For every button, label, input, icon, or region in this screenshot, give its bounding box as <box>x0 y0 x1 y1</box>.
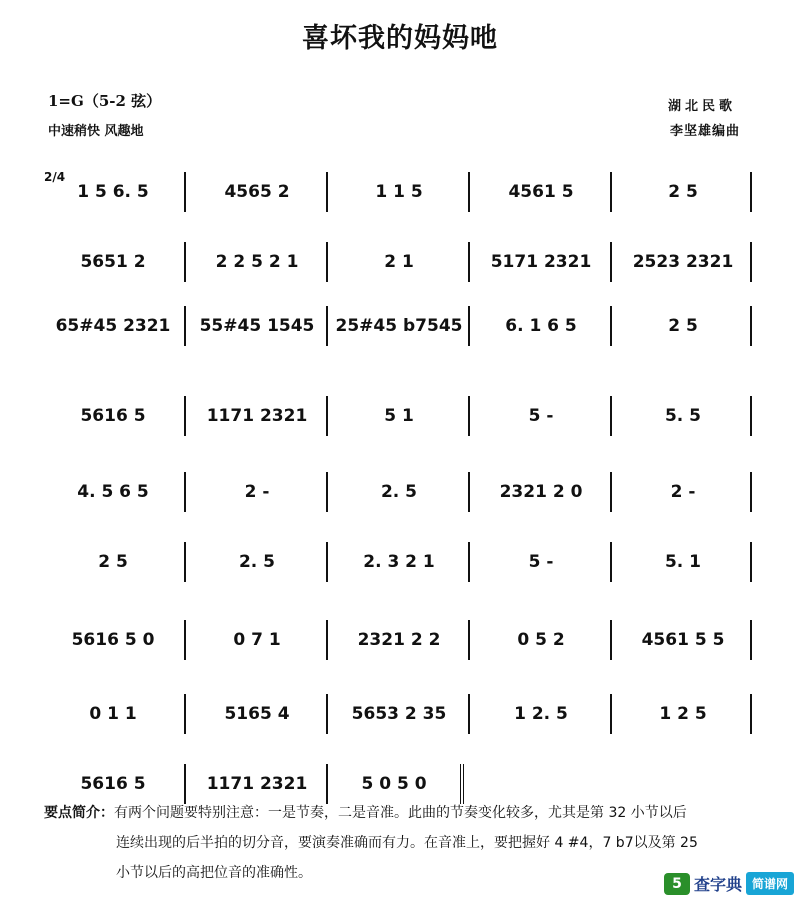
measure: 1171 2321 <box>184 764 328 804</box>
measure: 2523 2321 <box>610 242 754 282</box>
bar-line <box>750 172 752 212</box>
measure: 2 5 <box>98 552 128 572</box>
measure: 2321 2 0 <box>468 472 612 512</box>
measure: 1 1 5 <box>326 172 470 212</box>
bar-line <box>750 396 752 436</box>
bar-line <box>750 620 752 660</box>
measure: 0 1 1 <box>89 704 137 724</box>
measure: 4561 5 5 <box>610 620 754 660</box>
bar-line <box>750 694 752 734</box>
measure: 5. 5 <box>610 396 754 436</box>
score-row <box>42 626 752 666</box>
measure: 0 7 1 <box>184 620 328 660</box>
arranger: 李坚雄编曲 <box>669 124 740 139</box>
measure: 1 2. 5 <box>468 694 612 734</box>
measure: 1 2 5 <box>610 694 754 734</box>
score-row <box>42 248 752 288</box>
measure: 65#45 2321 <box>55 316 171 336</box>
measure: 2. 3 2 1 <box>326 542 470 582</box>
measure: 5 0 5 0 <box>326 764 464 804</box>
notes-line-2: 连续出现的后半拍的切分音，要演奏准确而有力。在音准上，要把握好 4 #4，7 b7以及第 25 <box>116 835 698 851</box>
measure: 5616 5 <box>80 406 146 426</box>
site-name: 查字典 <box>693 875 742 894</box>
score-row <box>42 312 752 352</box>
measure: 1 5 6. 5 <box>77 182 149 202</box>
measure: 0 5 2 <box>468 620 612 660</box>
measure: 5 - <box>468 542 612 582</box>
bar-line <box>750 306 752 346</box>
site-watermark <box>664 872 794 895</box>
measure: 5171 2321 <box>468 242 612 282</box>
measure: 2 1 <box>326 242 470 282</box>
measure: 2 - <box>610 472 754 512</box>
measure: 2 - <box>184 472 328 512</box>
key-signature: 1=G（5-2 弦） <box>48 92 162 110</box>
measure: 4. 5 6 5 <box>77 482 149 502</box>
page-title: 喜坏我的妈妈吔 <box>302 23 498 54</box>
measure: 6. 1 6 5 <box>468 306 612 346</box>
site-logo-icon: 5 <box>664 873 690 895</box>
score-row <box>42 402 752 442</box>
measure: 5653 2 35 <box>326 694 470 734</box>
measure: 4565 2 <box>184 172 328 212</box>
notes-line-3: 小节以后的高把位音的准确性。 <box>116 865 312 881</box>
notes-label: 要点简介： <box>44 805 114 821</box>
notes-line-1: 有两个问题要特别注意：一是节奏，二是音准。此曲的节奏变化较多，尤其是第 32 小节以后 <box>114 805 687 821</box>
measure: 1171 2321 <box>184 396 328 436</box>
site-badge: 简谱网 <box>746 872 794 895</box>
score-row <box>42 548 752 588</box>
measure: 2321 2 2 <box>326 620 470 660</box>
bar-line <box>750 542 752 582</box>
measure: 55#45 1545 <box>184 306 328 346</box>
measure: 5616 5 <box>80 774 146 794</box>
measure: 5. 1 <box>610 542 754 582</box>
score-row <box>42 478 752 518</box>
score-row <box>42 700 752 740</box>
time-signature: 2/4 <box>44 170 66 184</box>
measure: 2. 5 <box>184 542 328 582</box>
measure: 2 5 <box>610 172 754 212</box>
measure: 2 5 <box>610 306 754 346</box>
measure: 5165 4 <box>184 694 328 734</box>
measure: 25#45 b7545 <box>326 306 470 346</box>
bar-line <box>750 472 752 512</box>
measure: 4561 5 <box>468 172 612 212</box>
measure: 5 - <box>468 396 612 436</box>
song-source: 湖北民歌 <box>667 99 736 114</box>
measure: 2. 5 <box>326 472 470 512</box>
measure: 2 2 5 2 1 <box>184 242 328 282</box>
measure: 5 1 <box>326 396 470 436</box>
tempo-marking: 中速稍快 风趣地 <box>48 124 144 139</box>
measure: 5616 5 0 <box>71 630 155 650</box>
bar-line <box>750 242 752 282</box>
measure: 5651 2 <box>80 252 146 272</box>
score-row <box>42 178 752 218</box>
